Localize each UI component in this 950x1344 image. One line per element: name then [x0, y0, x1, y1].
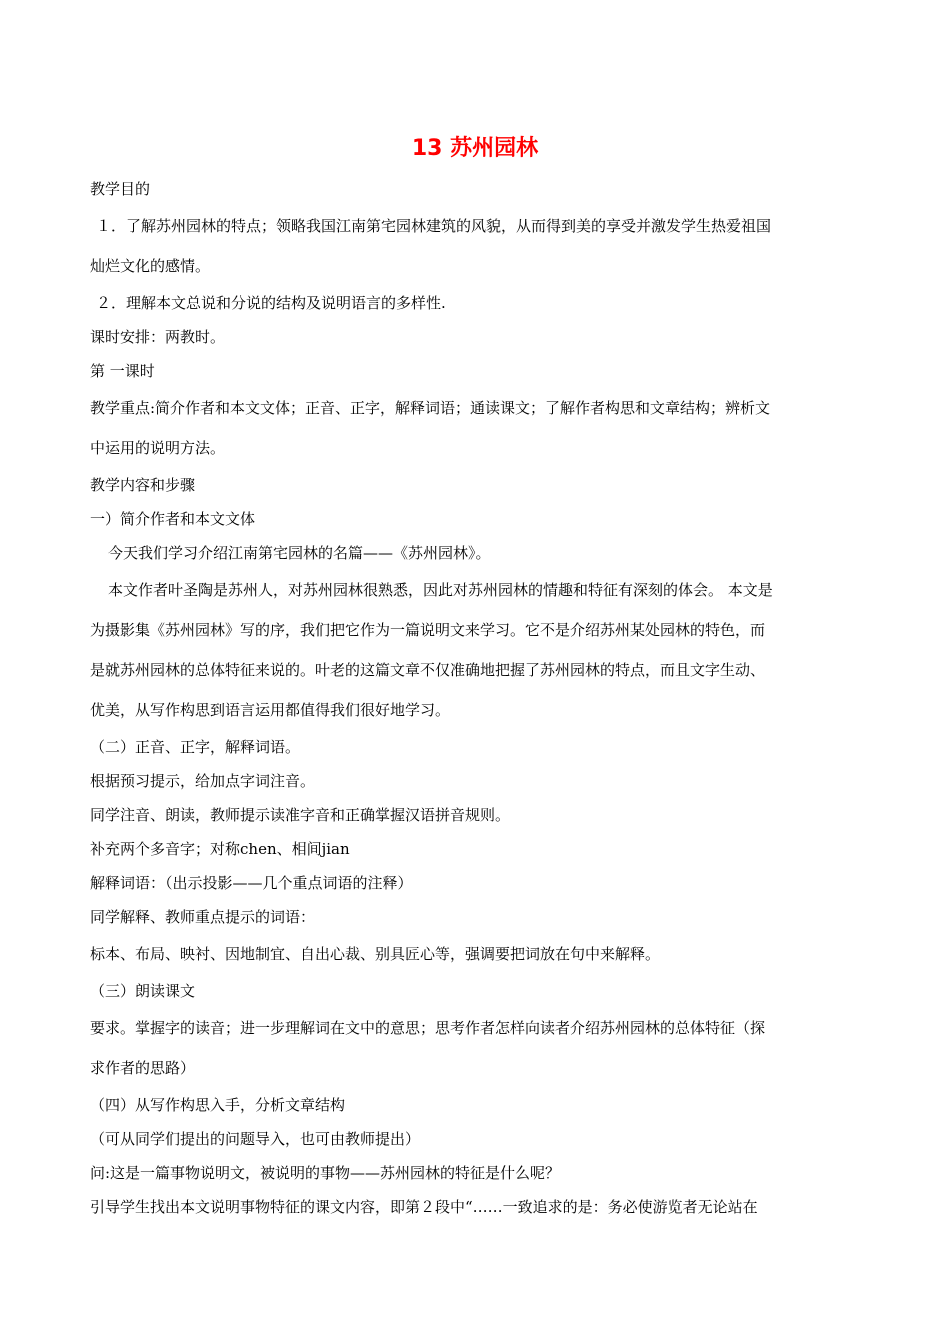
text-line: 解释词语：（出示投影——几个重点词语的注释） — [90, 874, 413, 892]
text-line: 是就苏州园林的总体特征来说的。叶老的这篇文章不仅准确地把握了苏州园林的特点，而且文字生动、 — [90, 661, 766, 679]
text-line: 求作者的思路） — [90, 1059, 196, 1077]
text-line: （四）从写作构思入手，分析文章结构 — [90, 1096, 346, 1114]
text-line: 同学注音、朗读，教师提示读准字音和正确掌握汉语拼音规则。 — [90, 806, 511, 824]
text-line: 优美，从写作构思到语言运用都值得我们很好地学习。 — [90, 701, 451, 719]
text-line: 教学内容和步骤 — [90, 476, 196, 494]
text-line: 标本、布局、映衬、因地制宜、自出心裁、别具匠心等，强调要把词放在句中来解释。 — [90, 945, 661, 963]
text-line: 补充两个多音字；对称chen、相间jian — [90, 840, 350, 858]
text-line: 引导学生找出本文说明事物特征的课文内容，即第２段中“……一致追求的是：务必使游览者无论站在 — [90, 1198, 758, 1216]
text-line: 问:这是一篇事物说明文，被说明的事物——苏州园林的特征是什么呢？ — [90, 1164, 561, 1182]
text-line: 教学重点:简介作者和本文文体；正音、正字，解释词语；通读课文；了解作者构思和文章结构；辨析文 — [90, 399, 771, 417]
document-title: 13 苏州园林 — [411, 136, 539, 161]
text-line: （三）朗读课文 — [90, 982, 196, 1000]
text-line: （可从同学们提出的问题导入，也可由教师提出） — [90, 1130, 421, 1148]
text-line: 为摄影集《苏州园林》写的序，我们把它作为一篇说明文来学习。它不是介绍苏州某处园林的特色，而 — [90, 621, 766, 639]
text-line: 第 一课时 — [90, 362, 155, 380]
text-line: 课时安排：两教时。 — [90, 328, 226, 346]
text-line: 本文作者叶圣陶是苏州人，对苏州园林很熟悉，因此对苏州园林的情趣和特征有深刻的体会。 本文是 — [108, 581, 773, 599]
text-line: 要求。掌握字的读音；进一步理解词在文中的意思；思考作者怎样向读者介绍苏州园林的总体特征（探 — [90, 1019, 766, 1037]
text-line: ２．理解本文总说和分说的结构及说明语言的多样性. — [96, 294, 446, 312]
text-line: 今天我们学习介绍江南第宅园林的名篇——《苏州园林》。 — [108, 544, 491, 562]
text-line: 同学解释、教师重点提示的词语： — [90, 908, 316, 926]
text-line: 根据预习提示，给加点字词注音。 — [90, 772, 316, 790]
text-line: 教学目的 — [90, 180, 151, 198]
document-body — [90, 172, 860, 1224]
text-line: 一）简介作者和本文文体 — [90, 510, 256, 528]
text-line: （二）正音、正字，解释词语。 — [90, 738, 301, 756]
text-line: 中运用的说明方法。 — [90, 439, 226, 457]
text-line: 灿烂文化的感情。 — [90, 257, 211, 275]
text-line: １．了解苏州园林的特点；领略我国江南第宅园林建筑的风貌，从而得到美的享受并激发学生热爱祖国 — [96, 217, 772, 235]
